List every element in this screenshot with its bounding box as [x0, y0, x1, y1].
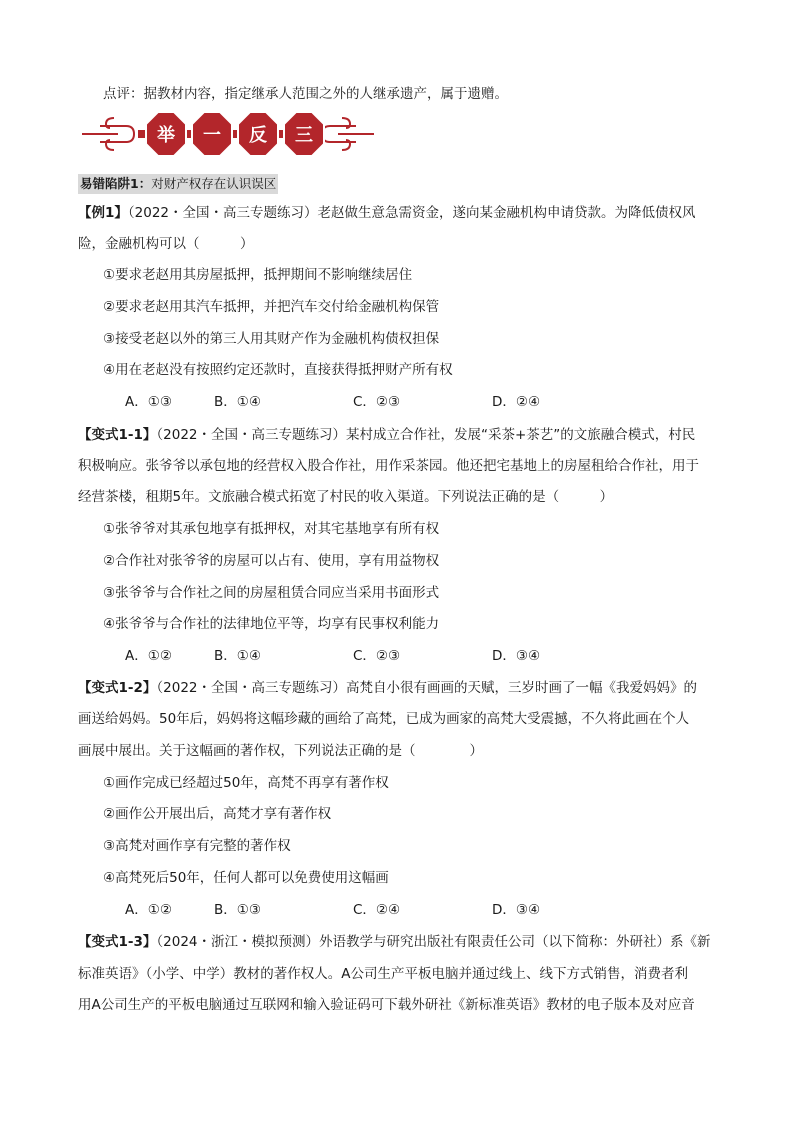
variant1-line1: 【变式1-1】（2022・全国・高三专题练习）某村成立合作社，发展“采茶+茶艺”的文旅融合模式，村民: [78, 427, 696, 443]
example1-source: （2022・全国・高三专题练习）: [127, 205, 318, 221]
example1-tag: 【例1】: [78, 205, 128, 221]
variant2-option-a[interactable]: A．①②: [125, 902, 172, 918]
variant3-line3: 用A公司生产的平板电脑通过互联网和输入验证码可下载外研社《新标准英语》教材的电子版本及对应音: [78, 997, 695, 1013]
variant2-tag: 【变式1-2】: [78, 680, 157, 696]
variant2-line2: 画送给妈妈。50年后，妈妈将这幅珍藏的画给了高梵，已成为画家的高梵大受震撼，不久将此画在个人: [78, 711, 690, 727]
variant1-line2: 积极响应。张爷爷以承包地的经营权入股合作社，用作采茶园。他还把宅基地上的房屋租给合作社，用于: [78, 458, 699, 474]
variant2-item: ①画作完成已经超过50年，高梵不再享有著作权: [103, 775, 389, 791]
variant1-option-c[interactable]: C．②③: [353, 648, 401, 664]
variant2-option-b[interactable]: B．①③: [214, 902, 261, 918]
svg-text:三: 三: [295, 125, 313, 146]
variant1-item: ②合作社对张爷爷的房屋可以占有、使用，享有用益物权: [103, 553, 440, 569]
variant3-line2: 标准英语》（小学、中学）教材的著作权人。A公司生产平板电脑并通过线上、线下方式销售，消费者利: [78, 966, 688, 982]
variant1-line3: 经营茶楼，租期5年。文旅融合模式拓宽了村民的收入渠道。下列说法正确的是（ ）: [78, 489, 614, 505]
variant2-line1: 【变式1-2】（2022・全国・高三专题练习）高梵自小很有画画的天赋，三岁时画了一幅《我爱妈妈》的: [78, 680, 697, 696]
badge-2: [192, 112, 232, 156]
example1-item: ③接受老赵以外的第三人用其财产作为金融机构债权担保: [103, 331, 440, 347]
banner-jyfs: [78, 108, 378, 160]
badge-4: [284, 112, 324, 156]
variant3-source: （2024・浙江・模拟预测）: [156, 934, 319, 950]
example1-option-a[interactable]: A．①③: [125, 394, 172, 410]
variant2-item: ②画作公开展出后，高梵才享有著作权: [103, 806, 332, 822]
trap-label: 易错陷阱1：: [80, 176, 152, 191]
variant2-line3: 画展中展出。关于这幅画的著作权，下列说法正确的是（ ）: [78, 743, 483, 759]
variant2-option-c[interactable]: C．②④: [353, 902, 401, 918]
badge-3: [238, 112, 278, 156]
svg-text:一: 一: [203, 125, 221, 146]
variant3-tag: 【变式1-3】: [78, 934, 157, 950]
trap-text: 对财产权存在认识误区: [151, 176, 277, 191]
variant3-line1: 【变式1-3】（2024・浙江・模拟预测）外语教学与研究出版社有限责任公司（以下简称：外研社）系《新: [78, 934, 711, 950]
variant2-item: ③高梵对画作享有完整的著作权: [103, 838, 291, 854]
variant1-item: ③张爷爷与合作社之间的房屋租赁合同应当采用书面形式: [103, 585, 440, 601]
variant1-option-a[interactable]: A．①②: [125, 648, 172, 664]
variant1-option-d[interactable]: D．③④: [492, 648, 541, 664]
right-swirl-decoration: [322, 118, 374, 150]
variant1-item: ④张爷爷与合作社的法律地位平等，均享有民事权利能力: [103, 616, 440, 632]
variant2-source: （2022・全国・高三专题练习）: [156, 680, 346, 696]
example1-line2: 险，金融机构可以（ ）: [78, 236, 254, 252]
trap-heading: [78, 174, 278, 194]
intro-comment: 点评：据教材内容，指定继承人范围之外的人继承遗产，属于遗赠。: [103, 86, 508, 102]
example1-option-b[interactable]: B．①④: [214, 394, 261, 410]
example1-item: ②要求老赵用其汽车抵押，并把汽车交付给金融机构保管: [103, 299, 440, 315]
svg-text:举: 举: [157, 125, 175, 146]
example1-item: ①要求老赵用其房屋抵押，抵押期间不影响继续居住: [103, 267, 413, 283]
variant1-item: ①张爷爷对其承包地享有抵押权，对其宅基地享有所有权: [103, 521, 440, 537]
svg-text:反: 反: [249, 125, 267, 146]
example1-line1: 【例1】（2022・全国・高三专题练习）老赵做生意急需资金，遂向某金融机构申请贷款。为降低债权风: [78, 205, 696, 221]
badge-1: [146, 112, 186, 156]
example1-item: ④用在老赵没有按照约定还款时，直接获得抵押财产所有权: [103, 362, 453, 378]
left-swirl-decoration: [82, 118, 134, 150]
variant1-option-b[interactable]: B．①④: [214, 648, 261, 664]
variant1-tag: 【变式1-1】: [78, 427, 157, 443]
variant2-item: ④高梵死后50年，任何人都可以免费使用这幅画: [103, 870, 389, 886]
variant1-source: （2022・全国・高三专题练习）: [156, 427, 346, 443]
variant2-option-d[interactable]: D．③④: [492, 902, 541, 918]
example1-option-c[interactable]: C．②③: [353, 394, 401, 410]
example1-option-d[interactable]: D．②④: [492, 394, 541, 410]
